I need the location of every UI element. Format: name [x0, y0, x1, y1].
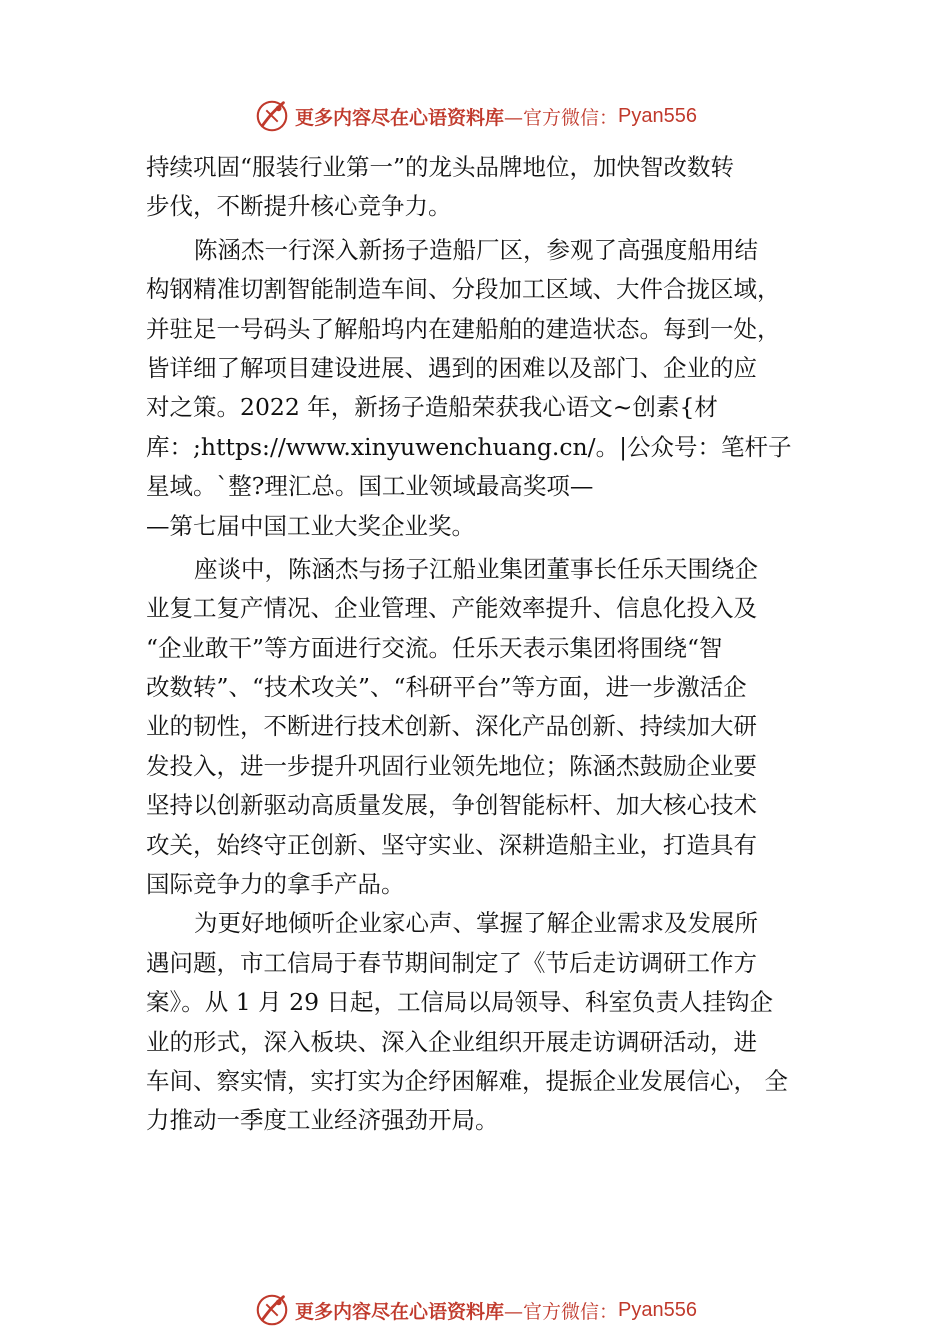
text-line: 并驻足一号码头了解船坞内在建船舶的建造状态。每到一处，	[146, 314, 781, 343]
paragraph-2	[146, 231, 836, 546]
footer-brand: 更多内容尽在心语资料库	[295, 1300, 505, 1323]
pen-circle-logo-icon	[253, 1291, 291, 1329]
paragraph-3	[146, 550, 836, 905]
text-line: 业的韧性，不断进行技术创新、深化产品创新、持续加大研	[146, 712, 757, 741]
text-line: 力推动一季度工业经济强劲开局。	[146, 1106, 499, 1135]
text-line: 皆详细了解项目建设进展、遇到的困难以及部门、企业的应	[146, 353, 757, 382]
text-line: 遇问题，市工信局于春节期间制定了《节后走访调研工作方	[146, 948, 757, 977]
text-line: 对之策。2022 年，新扬子造船荣获我心语文~创素{材	[146, 393, 718, 422]
header-contact: —官方微信：	[504, 106, 619, 129]
text-line: 业的形式，深入板块、深入企业组织开展走访调研活动，进	[146, 1027, 757, 1056]
paragraph-4	[146, 904, 836, 1140]
text-line: 坚持以创新驱动高质量发展，争创智能标杆、加大核心技术	[146, 791, 757, 820]
text-line: 发投入，进一步提升巩固行业领先地位；陈涵杰鼓励企业要	[146, 751, 757, 780]
footer-contact: —官方微信：	[504, 1300, 619, 1323]
text-line: 构钢精准切割智能制造车间、分段加工区域、大件合拢区域，	[146, 275, 781, 304]
text-line: —第七届中国工业大奖企业奖。	[146, 511, 475, 540]
text-line: 为更好地倾听企业家心声、掌握了解企业需求及发展所	[194, 909, 758, 938]
text-line: 星域。`整?理汇总。国工业领域最高奖项—	[146, 472, 594, 501]
text-line: 陈涵杰一行深入新扬子造船厂区，参观了高强度船用结	[194, 235, 758, 264]
header-brand: 更多内容尽在心语资料库	[295, 106, 505, 129]
footer-wechat-id: Pyan556	[618, 1298, 697, 1321]
text-line: “企业敢干”等方面进行交流。任乐天表示集团将围绕“智	[146, 633, 723, 662]
header-banner	[0, 96, 950, 136]
paragraph-1	[146, 148, 836, 227]
text-line: 步伐，不断提升核心竞争力。	[146, 192, 452, 221]
text-line: 案》。从 1 月 29 日起，工信局以局领导、科室负责人挂钩企	[146, 988, 773, 1017]
text-line: 库：;https://www.xinyuwenchuang.cn/。|公众号：笔杆子	[146, 432, 792, 461]
text-line: 座谈中，陈涵杰与扬子江船业集团董事长任乐天围绕企	[194, 554, 758, 583]
text-line: 国际竞争力的拿手产品。	[146, 870, 405, 899]
pen-circle-logo-icon	[253, 97, 291, 135]
text-line: 业复工复产情况、企业管理、产能效率提升、信息化投入及	[146, 594, 757, 623]
footer-banner	[0, 1290, 950, 1330]
text-line: 持续巩固“服装行业第一”的龙头品牌地位，加快智改数转	[146, 153, 735, 181]
header-wechat-id: Pyan556	[618, 104, 697, 127]
text-line: 车间、察实情，实打实为企纾困解难，提振企业发展信心， 全	[146, 1066, 788, 1095]
text-line: 改数转”、“技术攻关”、“科研平台”等方面，进一步激活企	[146, 673, 747, 702]
document-body	[146, 148, 836, 1141]
text-line: 攻关，始终守正创新、坚守实业、深耕造船主业，打造具有	[146, 830, 757, 859]
